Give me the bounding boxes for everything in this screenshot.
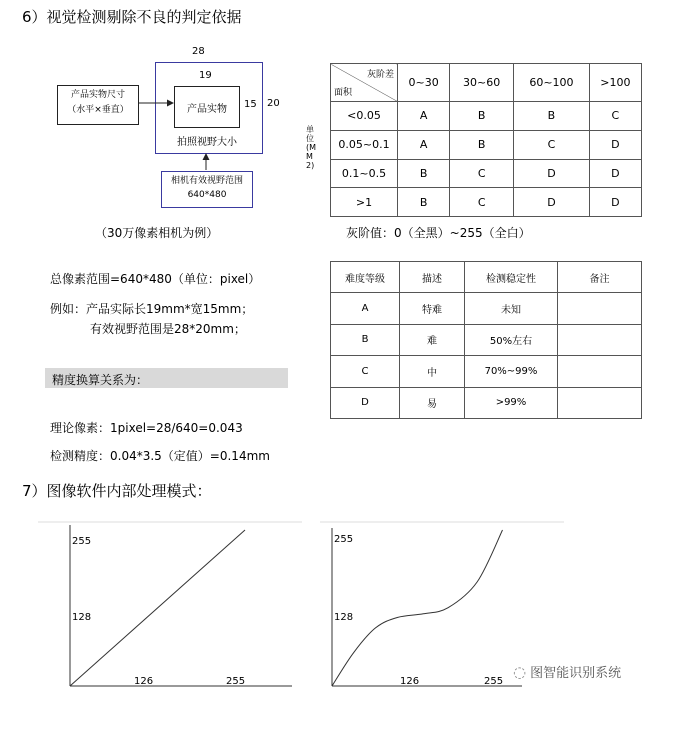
table-cell <box>558 293 642 324</box>
column-header: 备注 <box>558 262 642 293</box>
table-cell: 中 <box>400 356 465 387</box>
table-cell: C <box>331 356 400 387</box>
grade-cell: B <box>398 188 450 217</box>
table-row <box>331 130 642 159</box>
table-cell: 难 <box>400 324 465 355</box>
series-line <box>70 530 245 686</box>
row-label: >1 <box>331 188 398 217</box>
y-tick-label: 128 <box>72 612 92 623</box>
column-header: 0~30 <box>398 64 450 102</box>
series-line <box>332 530 503 686</box>
wechat-icon: ◌ <box>513 662 527 681</box>
grade-cell: D <box>514 159 590 188</box>
table-row <box>331 324 642 355</box>
table-row <box>331 387 642 418</box>
camera-box <box>161 171 253 208</box>
grade-cell: C <box>514 130 590 159</box>
section-6-title: 6）视觉检测剔除不良的判定依据 <box>22 8 242 26</box>
inner-height-label: 15 <box>244 99 257 110</box>
table-cell: >99% <box>465 387 558 418</box>
row-label: 0.1~0.5 <box>331 159 398 188</box>
table-row <box>331 159 642 188</box>
size-box-line-1: 产品实物尺寸 <box>70 90 125 100</box>
column-header: 60~100 <box>514 64 590 102</box>
precision-heading: 精度换算关系为： <box>52 373 149 387</box>
table-cell: 70%~99% <box>465 356 558 387</box>
grade-cell: B <box>450 102 514 131</box>
product-label: 产品实物 <box>187 103 227 115</box>
table-cell: B <box>331 324 400 355</box>
column-header: 难度等级 <box>331 262 400 293</box>
grade-cell: C <box>450 159 514 188</box>
size-box-line-2: （水平×垂直） <box>67 105 129 115</box>
y-tick-label: 128 <box>334 612 354 623</box>
corner-cell <box>331 64 398 102</box>
table-cell: 特难 <box>400 293 465 324</box>
column-header: 检测稳定性 <box>465 262 558 293</box>
x-tick-label: 255 <box>484 676 504 687</box>
outer-height-label: 20 <box>267 98 280 109</box>
inner-width-label: 19 <box>199 70 212 81</box>
outer-width-label: 28 <box>192 46 205 57</box>
difficulty-table <box>330 261 642 419</box>
section-7-title: 7）图像软件内部处理模式： <box>22 482 212 500</box>
grade-table <box>330 63 642 217</box>
x-tick-label: 126 <box>134 676 154 687</box>
size-box <box>57 85 139 125</box>
grade-cell: B <box>450 130 514 159</box>
table-cell: A <box>331 293 400 324</box>
grade-cell: D <box>514 188 590 217</box>
table-cell: D <box>331 387 400 418</box>
watermark <box>513 662 621 681</box>
grade-cell: C <box>589 102 641 131</box>
column-header: 30~60 <box>450 64 514 102</box>
camera-box-line-1: 相机有效视野范围 <box>170 176 243 186</box>
table-cell <box>558 387 642 418</box>
table-cell: 50%左右 <box>465 324 558 355</box>
grade-cell: B <box>514 102 590 131</box>
theory-pixel-text: 理论像素：1pixel=28/640=0.043 <box>50 421 243 435</box>
grade-cell: D <box>589 188 641 217</box>
x-tick-label: 255 <box>226 676 246 687</box>
table-cell <box>558 356 642 387</box>
corner-bottom-label: 面积 <box>334 88 353 98</box>
camera-box-line-2: 640*480 <box>187 190 227 200</box>
column-header: >100 <box>589 64 641 102</box>
unit-side-label: 单位(MM2) <box>306 125 317 170</box>
table-cell: 易 <box>400 387 465 418</box>
corner-top-label: 灰阶差 <box>366 70 394 80</box>
table-row <box>331 356 642 387</box>
column-header: 描述 <box>400 262 465 293</box>
grade-cell: D <box>589 159 641 188</box>
watermark-text: 图智能识别系统 <box>530 666 622 681</box>
table-row <box>331 102 642 131</box>
row-label: <0.05 <box>331 102 398 131</box>
grade-cell: D <box>589 130 641 159</box>
grade-cell: A <box>398 102 450 131</box>
row-label: 0.05~0.1 <box>331 130 398 159</box>
table-cell: 未知 <box>465 293 558 324</box>
example-line-1: 例如：产品实际长19mm*宽15mm； <box>50 302 254 316</box>
detect-precision-text: 检测精度：0.04*3.5（定值）=0.14mm <box>50 449 270 463</box>
table-row <box>331 188 642 217</box>
product-box <box>174 86 240 128</box>
y-tick-label: 255 <box>334 534 354 545</box>
gray-scale-note: 灰阶值：0（全黑）~255（全白） <box>346 226 531 240</box>
x-tick-label: 126 <box>400 676 420 687</box>
grade-cell: B <box>398 159 450 188</box>
y-tick-label: 255 <box>72 536 92 547</box>
grade-cell: A <box>398 130 450 159</box>
fov-label: 拍照视野大小 <box>177 137 237 148</box>
total-pixels-text: 总像素范围=640*480（单位：pixel） <box>50 272 261 286</box>
table-cell <box>558 324 642 355</box>
example-line-2: 有效视野范围是28*20mm； <box>90 322 246 336</box>
diagram-caption: （30万像素相机为例） <box>95 226 219 240</box>
table-row <box>331 293 642 324</box>
linear-mapping-chart <box>30 520 310 695</box>
grade-cell: C <box>450 188 514 217</box>
